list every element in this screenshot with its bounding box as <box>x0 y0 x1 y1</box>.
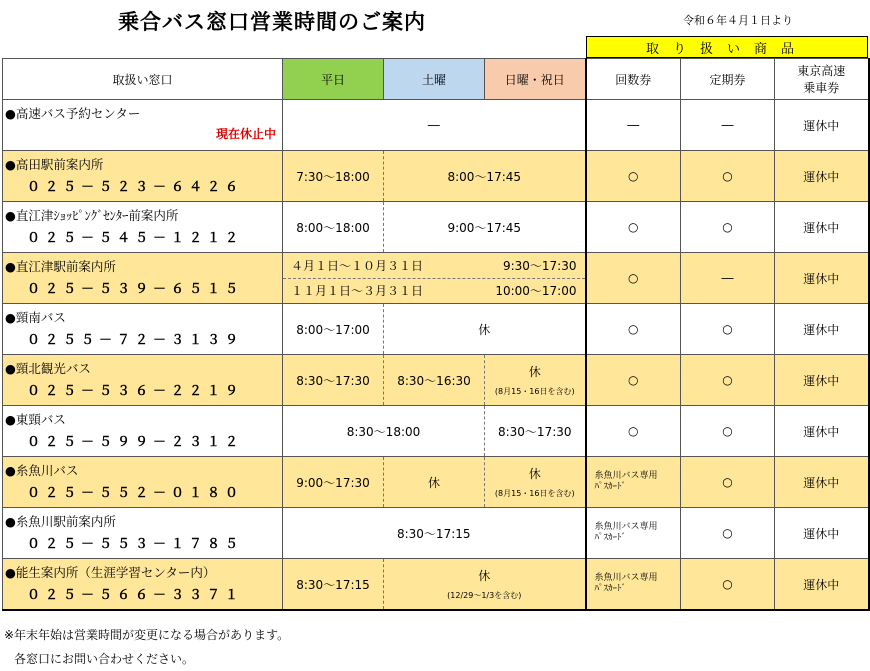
coupon-cell: 糸魚川バス専用 ﾊﾟｽｶｰﾄﾞ <box>586 559 681 611</box>
weekday-hours: 9:00～17:30 <box>283 457 384 508</box>
office-name: ●高田駅前案内所 <box>5 157 104 172</box>
coupon-cell: ― <box>586 100 681 151</box>
office-cell <box>3 406 283 457</box>
period-1-hours: 9:30～17:30 <box>502 258 577 273</box>
header-sunday: 日曜・祝日 <box>485 59 586 100</box>
office-cell <box>3 457 283 508</box>
office-cell <box>3 151 283 202</box>
office-name: ●直江津ｼｮｯﾋﾟﾝｸﾞｾﾝﾀｰ前案内所 <box>5 208 179 223</box>
weekend-hours: 8:00～17:45 <box>384 151 586 202</box>
footer-note-2: 各窓口にお問い合わせください。 <box>14 652 195 666</box>
phone-number: ０２５－５５３－１７８５ <box>27 537 244 552</box>
header-tokyo: 東京高速 乗車券 <box>775 59 869 100</box>
effective-date: 令和６年４月１日より <box>683 14 793 27</box>
products-header: 取り扱い商品 <box>586 36 868 58</box>
tokyo-cell: 運休中 <box>775 355 869 406</box>
table-row <box>3 100 869 151</box>
hours-cell: ― <box>283 100 586 151</box>
tokyo-cell: 運休中 <box>775 100 869 151</box>
office-name: ●高速バス予約センター <box>5 106 141 121</box>
table-row <box>3 559 869 611</box>
office-name: ●糸魚川駅前案内所 <box>5 514 116 529</box>
commuter-cell: ― <box>681 253 775 304</box>
footer-note: ※年末年始は営業時間が変更になる場合があります。 <box>4 628 290 642</box>
office-cell <box>3 202 283 253</box>
coupon-cell: 糸魚川バス専用 ﾊﾟｽｶｰﾄﾞ <box>586 457 681 508</box>
phone-number: ０２５－５３９－６５１５ <box>27 282 244 297</box>
commuter-cell: ― <box>681 100 775 151</box>
header-office: 取扱い窓口 <box>3 59 283 100</box>
sunday-note: (8月15・16日を含む) <box>494 387 575 396</box>
status-note: 現在休止中 <box>215 127 276 141</box>
commuter-cell: ○ <box>681 151 775 202</box>
seasonal-hours-cell <box>283 253 586 304</box>
table-row <box>3 457 869 508</box>
weekday-hours: 8:00～17:00 <box>283 304 384 355</box>
header-row <box>3 59 869 100</box>
phone-number: ０２５－５３６－２２１９ <box>27 384 244 399</box>
period-1: ４月１日～１０月３１日 <box>291 258 424 273</box>
coupon-cell: ○ <box>586 253 681 304</box>
tokyo-cell: 運休中 <box>775 304 869 355</box>
saturday-hours: 8:30～16:30 <box>384 355 485 406</box>
weekend-hours-cell <box>384 559 586 611</box>
table-row <box>3 508 869 559</box>
sunday-hours: 休 <box>528 467 541 481</box>
coupon-cell: ○ <box>586 151 681 202</box>
weekend-hours: 休 <box>384 304 586 355</box>
table-row <box>3 304 869 355</box>
commuter-cell: ○ <box>681 559 775 611</box>
period-2-hours: 10:00～17:00 <box>495 284 577 299</box>
tokyo-cell: 運休中 <box>775 202 869 253</box>
office-name: ●頸南バス <box>5 310 66 325</box>
weekday-hours: 8:30～17:15 <box>283 559 384 611</box>
phone-number: ０２５－５４５－１２１２ <box>27 231 244 246</box>
coupon-cell: ○ <box>586 355 681 406</box>
phone-number: ０２５－５９９－２３１２ <box>27 435 244 450</box>
phone-number: ０２５－５２３－６４２６ <box>27 180 244 195</box>
office-name: ●能生案内所（生涯学習センター内） <box>5 565 216 580</box>
sunday-hours: 8:30～17:30 <box>485 406 586 457</box>
weekday-saturday-hours: 8:30～18:00 <box>283 406 485 457</box>
table-row <box>3 202 869 253</box>
tokyo-cell: 運休中 <box>775 457 869 508</box>
commuter-cell: ○ <box>681 355 775 406</box>
commuter-cell: ○ <box>681 457 775 508</box>
commuter-cell: ○ <box>681 202 775 253</box>
office-cell <box>3 100 283 151</box>
weekend-note: (12/29～1/3を含む) <box>447 591 522 600</box>
saturday-hours: 休 <box>384 457 485 508</box>
sunday-hours: 休 <box>528 365 541 379</box>
weekday-hours: 8:00～18:00 <box>283 202 384 253</box>
weekend-hours: 9:00～17:45 <box>384 202 586 253</box>
commuter-cell: ○ <box>681 508 775 559</box>
tokyo-cell: 運休中 <box>775 406 869 457</box>
office-name: ●直江津駅前案内所 <box>5 259 116 274</box>
table-row <box>3 253 869 304</box>
office-name: ●東頸バス <box>5 412 66 427</box>
weekday-hours: 8:30～17:30 <box>283 355 384 406</box>
office-cell <box>3 355 283 406</box>
header-weekday: 平日 <box>283 59 384 100</box>
sunday-note: (8月15・16日を含む) <box>494 489 575 498</box>
coupon-cell: 糸魚川バス専用 ﾊﾟｽｶｰﾄﾞ <box>586 508 681 559</box>
office-cell <box>3 253 283 304</box>
header-commuter: 定期券 <box>681 59 775 100</box>
commuter-cell: ○ <box>681 406 775 457</box>
coupon-cell: ○ <box>586 304 681 355</box>
office-name: ●糸魚川バス <box>5 463 79 478</box>
period-2: １１月１日～３月３１日 <box>291 284 424 299</box>
coupon-cell: ○ <box>586 202 681 253</box>
office-cell <box>3 508 283 559</box>
hours-cell: 8:30～17:15 <box>283 508 586 559</box>
tokyo-cell: 運休中 <box>775 151 869 202</box>
header-coupon: 回数券 <box>586 59 681 100</box>
phone-number: ０２５５－７２－３１３９ <box>27 333 244 348</box>
phone-number: ０２５－５５２－０１８０ <box>27 486 244 501</box>
table-row <box>3 355 869 406</box>
office-name: ●頸北観光バス <box>5 361 91 376</box>
tokyo-cell: 運休中 <box>775 253 869 304</box>
table-row <box>3 151 869 202</box>
office-cell <box>3 559 283 611</box>
weekday-hours: 7:30～18:00 <box>283 151 384 202</box>
commuter-cell: ○ <box>681 304 775 355</box>
table-row <box>3 406 869 457</box>
header-saturday: 土曜 <box>384 59 485 100</box>
sunday-hours-cell <box>485 355 586 406</box>
coupon-cell: ○ <box>586 406 681 457</box>
phone-number: ０２５－５６６－３３７１ <box>27 588 244 603</box>
tokyo-cell: 運休中 <box>775 508 869 559</box>
tokyo-cell: 運休中 <box>775 559 869 611</box>
office-cell <box>3 304 283 355</box>
page-title: 乗合バス窓口営業時間のご案内 <box>118 9 426 34</box>
hours-table <box>2 58 870 611</box>
weekend-hours: 休 <box>478 569 491 583</box>
sunday-hours-cell <box>485 457 586 508</box>
